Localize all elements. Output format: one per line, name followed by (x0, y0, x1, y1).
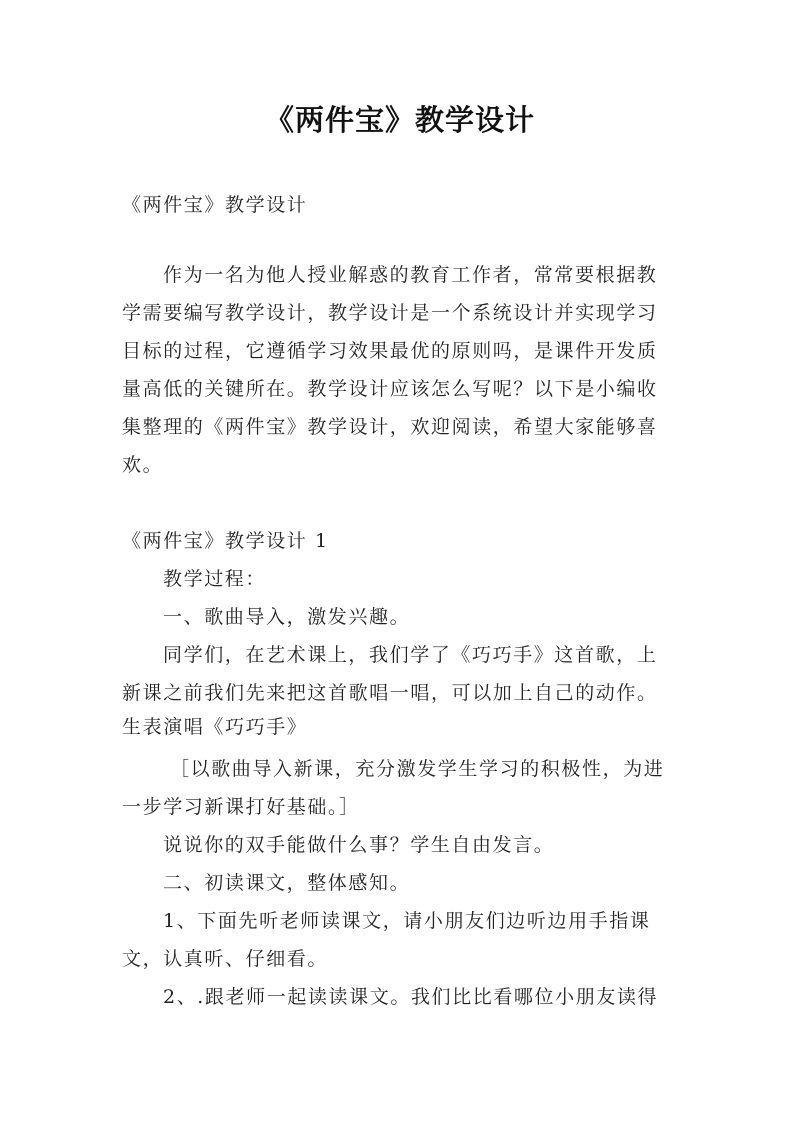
body-line: 一、歌曲导入，激发兴趣。 (163, 606, 411, 628)
body-line: 2、.跟老师一起读读课文。我们比比看哪位小朋友读得 (163, 986, 659, 1008)
body-line: ［以歌曲导入新课，充分激发学生学习的积极性，为进 (170, 758, 665, 780)
body-line: 新课之前我们先来把这首歌唱一唱，可以加上自己的动作。 (122, 682, 658, 704)
intro-line: 目标的过程，它遵循学习效果最优的原则吗，是课件开发质 (122, 340, 658, 362)
body-line: 说说你的双手能做什么事？学生自由发言。 (163, 834, 555, 856)
section-heading: 《两件宝》教学设计 1 (122, 530, 329, 552)
body-line: 二、初读课文，整体感知。 (163, 872, 411, 894)
body-line: 文，认真听、仔细看。 (122, 948, 329, 970)
intro-line: 量高低的关键所在。教学设计应该怎么写呢？以下是小编收 (122, 378, 658, 400)
body-line: 教学过程： (163, 568, 267, 590)
intro-line: 欢。 (122, 454, 164, 476)
intro-line: 作为一名为他人授业解惑的教育工作者，常常要根据教 (163, 264, 658, 286)
body-line: 同学们，在艺术课上，我们学了《巧巧手》这首歌，上 (163, 644, 658, 666)
body-line: 1、下面先听老师读课文，请小朋友们边听边用手指课 (163, 910, 651, 932)
intro-line: 学需要编写教学设计，教学设计是一个系统设计并实现学习 (122, 302, 658, 324)
document-title: 《两件宝》教学设计 (264, 103, 535, 137)
subtitle: 《两件宝》教学设计 (122, 194, 308, 216)
body-line: 一步学习新课打好基础。］ (122, 796, 360, 818)
body-line: 生表演唱《巧巧手》 (122, 716, 308, 738)
intro-line: 集整理的《两件宝》教学设计，欢迎阅读，希望大家能够喜 (122, 416, 658, 438)
